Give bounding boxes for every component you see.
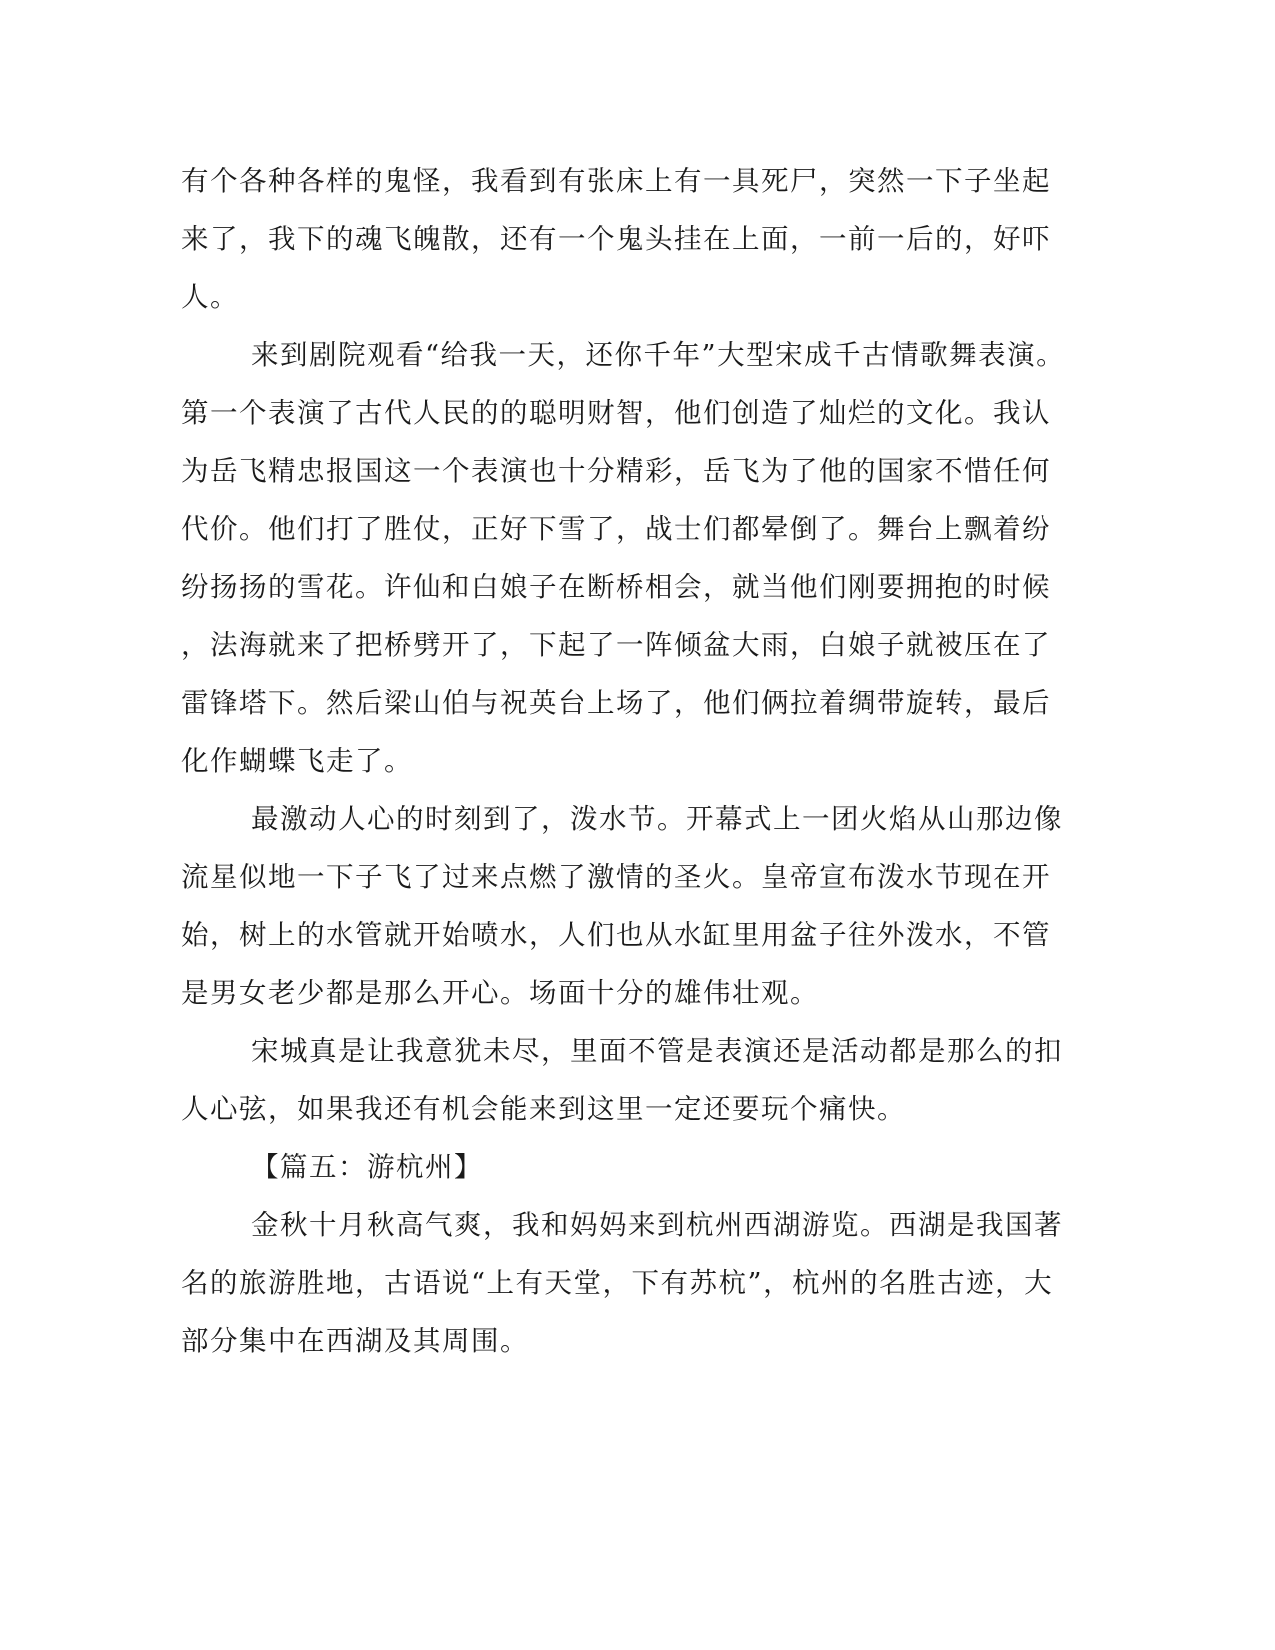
text-line: 金秋十月秋高气爽，我和妈妈来到杭州西湖游览。西湖是我国著	[251, 1209, 1063, 1241]
text-line: 人。	[181, 281, 239, 313]
text-line: 名的旅游胜地，古语说“上有天堂，下有苏杭”，杭州的名胜古迹，大	[181, 1267, 1054, 1299]
text-line: 宋城真是让我意犹未尽，里面不管是表演还是活动都是那么的扣	[251, 1035, 1063, 1067]
text-line: ，法海就来了把桥劈开了，下起了一阵倾盆大雨，白娘子就被压在了	[181, 629, 1051, 661]
document-body	[181, 152, 1066, 1370]
text-line: 代价。他们打了胜仗，正好下雪了，战士们都晕倒了。舞台上飘着纷	[181, 513, 1051, 545]
text-line: 部分集中在西湖及其周围。	[181, 1325, 529, 1357]
section-heading: 【篇五：游杭州】	[251, 1151, 483, 1183]
text-line: 第一个表演了古代人民的的聪明财智，他们创造了灿烂的文化。我认	[181, 397, 1051, 429]
text-line: 最激动人心的时刻到了，泼水节。开幕式上一团火焰从山那边像	[251, 803, 1063, 835]
text-line: 来到剧院观看“给我一天，还你千年”大型宋成千古情歌舞表演。	[251, 339, 1066, 371]
text-line: 流星似地一下子飞了过来点燃了激情的圣火。皇帝宣布泼水节现在开	[181, 861, 1051, 893]
text-line: 人心弦，如果我还有机会能来到这里一定还要玩个痛快。	[181, 1093, 906, 1125]
text-line: 是男女老少都是那么开心。场面十分的雄伟壮观。	[181, 977, 819, 1009]
text-line: 为岳飞精忠报国这一个表演也十分精彩，岳飞为了他的国家不惜任何	[181, 455, 1051, 487]
text-line: 雷锋塔下。然后梁山伯与祝英台上场了，他们俩拉着绸带旋转，最后	[181, 687, 1051, 719]
text-line: 纷扬扬的雪花。许仙和白娘子在断桥相会，就当他们刚要拥抱的时候	[181, 571, 1051, 603]
text-line: 有个各种各样的鬼怪，我看到有张床上有一具死尸，突然一下子坐起	[181, 165, 1051, 197]
text-line: 来了，我下的魂飞魄散，还有一个鬼头挂在上面，一前一后的，好吓	[181, 223, 1051, 255]
text-line: 始，树上的水管就开始喷水，人们也从水缸里用盆子往外泼水，不管	[181, 919, 1051, 951]
text-line: 化作蝴蝶飞走了。	[181, 745, 413, 777]
